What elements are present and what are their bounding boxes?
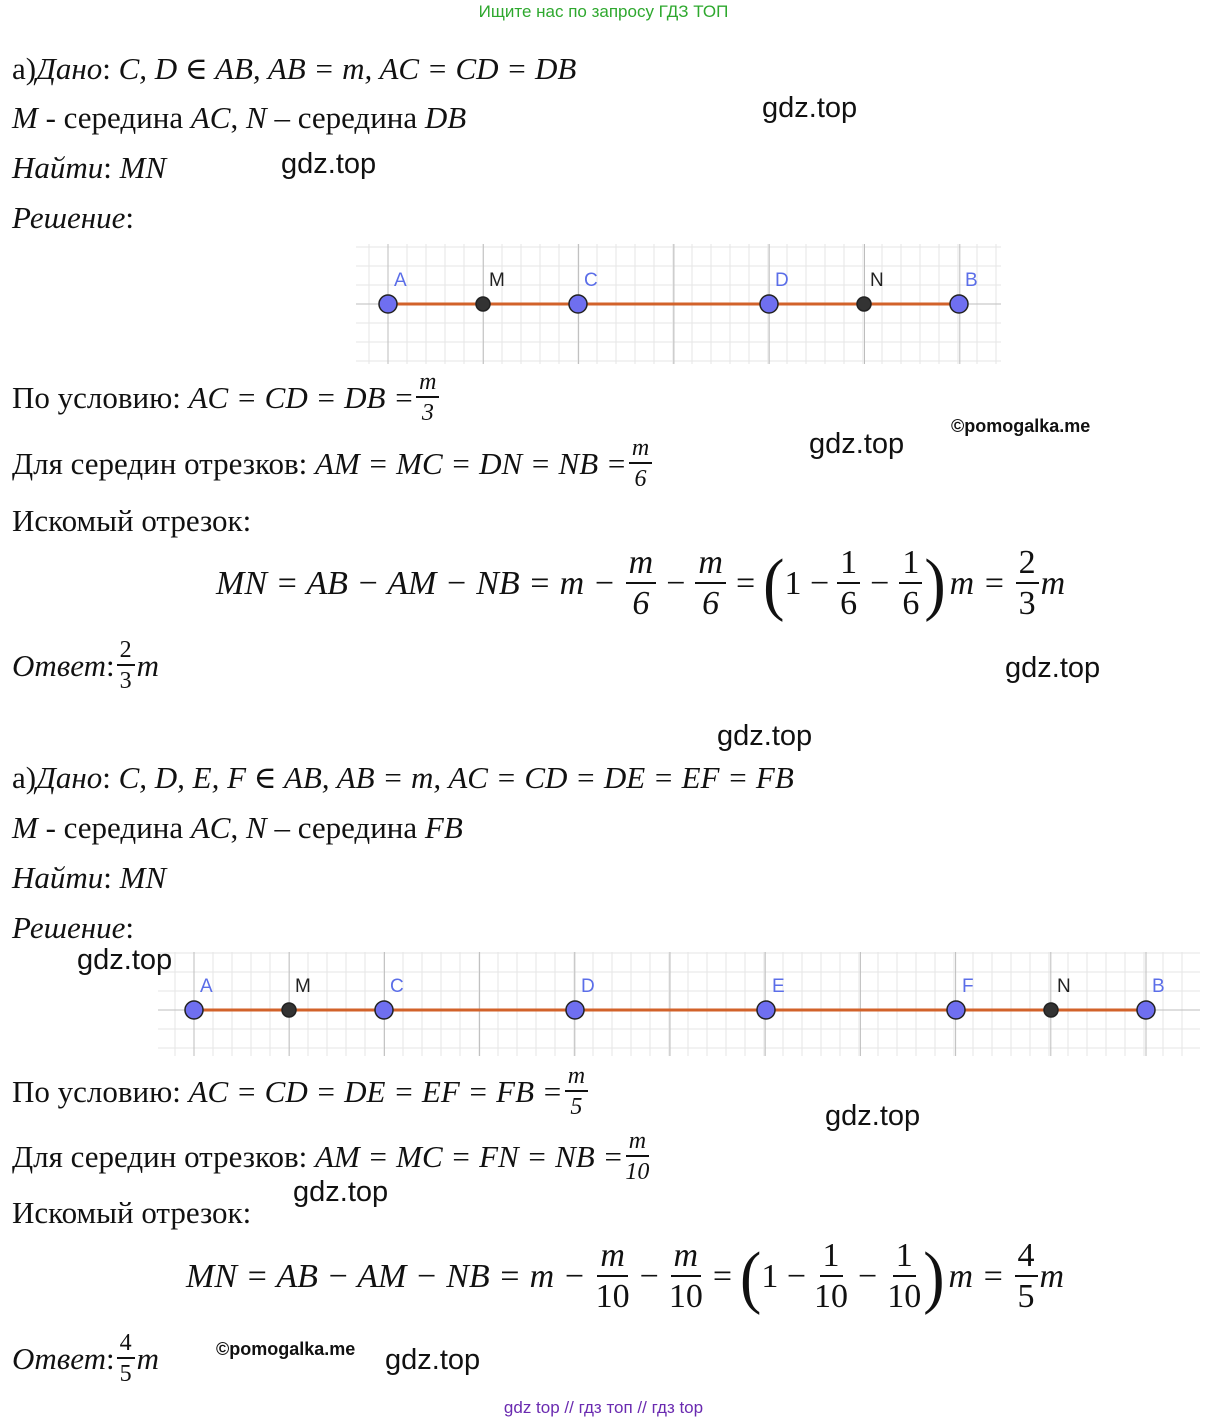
p1-f1-den: 6 (632, 585, 650, 622)
p2-f4-num: 1 (893, 1239, 916, 1277)
p2-midpoints-line (12, 809, 463, 847)
p2-f3 (814, 1239, 848, 1314)
watermark: gdz.top (77, 944, 173, 976)
p1-segment-diagram (356, 244, 1001, 364)
p2-midf-num: m (626, 1129, 649, 1157)
p1-r-num: 2 (1016, 546, 1039, 584)
p1-minus: − (666, 564, 686, 602)
p2-cond-den: 5 (570, 1094, 583, 1120)
p2-mid-comma: , (230, 810, 246, 845)
p2-mid-fraction (625, 1129, 649, 1184)
p2-segment-diagram (158, 952, 1200, 1056)
p2-given-math: C, D, E, F ∈ AB, AB = m, AC = CD = DE = EF = FB (118, 760, 794, 795)
point-label-A: A (200, 976, 213, 997)
watermark: gdz.top (809, 428, 905, 460)
p1-mid-ac: AC (190, 100, 231, 135)
point-label-F: F (962, 976, 974, 997)
p1-one-minus: 1 − (784, 564, 830, 602)
p1-given-line: а)Дано: C, D ∈ AB, AB = m, AC = CD = DB (12, 51, 577, 86)
p1-m-eq: m = (949, 564, 1006, 602)
p1-condition-math: AC = CD = DB = (188, 379, 415, 415)
p1-condition-line (12, 370, 441, 425)
p2-answer-fraction (117, 1331, 135, 1386)
p2-ans-den: 5 (119, 1361, 132, 1387)
p2-result-fraction (1015, 1239, 1038, 1314)
point-N (857, 297, 871, 311)
point-label-M: M (295, 976, 311, 997)
p1-formula-lhs: MN = AB − AM − NB = m − (216, 564, 616, 602)
p1-sought-line (12, 502, 251, 540)
p2-find-line: Найти: MN (12, 860, 167, 895)
p2-paren-open: ( (740, 1236, 762, 1315)
p1-f3-num: 1 (837, 546, 860, 584)
p1-cond-den: 3 (421, 400, 434, 426)
p1-given-label: Дано (36, 51, 103, 86)
p1-f1 (626, 546, 657, 621)
p2-condition-line (12, 1064, 590, 1119)
p2-answer-m: m (136, 1340, 159, 1376)
p1-r-den: 3 (1018, 585, 1036, 622)
p1-mid-text2: – середина (266, 100, 425, 135)
copyright-mark: ©pomogalka.me (951, 416, 1091, 436)
p1-find-line: Найти: MN (12, 150, 167, 185)
p1-mid-seg: DB (424, 100, 467, 135)
p2-sought-text: Искомый отрезок: (12, 1195, 252, 1230)
p2-mid-n: N (246, 810, 267, 845)
watermark: gdz.top (385, 1344, 481, 1376)
watermark: gdz.top (293, 1176, 389, 1208)
p2-mid-seg: FB (424, 810, 463, 845)
top-banner[interactable]: Ищите нас по запросу ГДЗ ТОП (478, 2, 729, 21)
p2-f1-den: 10 (595, 1278, 630, 1315)
point-M (476, 297, 490, 311)
p1-midpoints-line (12, 99, 466, 137)
p1-given-math: C, D ∈ AB, AB = m, AC = CD = DB (118, 51, 577, 86)
p1-find-value: MN (119, 150, 167, 185)
watermark: gdz.top (825, 1100, 921, 1132)
p2-f2 (669, 1239, 703, 1314)
p2-f1 (596, 1239, 630, 1314)
point-label-B: B (965, 270, 978, 291)
p1-midf-den: 6 (634, 466, 647, 492)
p2-r-num: 4 (1015, 1239, 1038, 1277)
p2-r-den: 5 (1017, 1278, 1035, 1315)
p1-mid-label: Для середин отрезков: (12, 445, 315, 481)
p1-f3-den: 6 (840, 585, 858, 622)
p2-mid-label: Для середин отрезков: (12, 1138, 315, 1174)
p2-m-eq: m = (948, 1257, 1005, 1295)
p2-f4-den: 10 (887, 1278, 922, 1315)
p2-f4 (887, 1239, 921, 1314)
p1-answer-label: Ответ (12, 647, 106, 683)
p1-cond-num: m (416, 370, 439, 398)
point-C (569, 295, 587, 313)
p1-condition-fraction (416, 370, 439, 425)
footer-links[interactable]: gdz top // гдз топ // гдз top (503, 1398, 704, 1417)
p1-mid-n: N (246, 100, 267, 135)
p1-condition-text: По условию: (12, 379, 189, 415)
p1-mid-line (12, 436, 654, 491)
p1-f4 (899, 546, 922, 621)
p2-mid-math: AM = MC = FN = NB = (314, 1138, 624, 1174)
p2-given-prefix: а) (12, 760, 37, 795)
p1-ans-den: 3 (119, 668, 132, 694)
p2-mid-ac: AC (190, 810, 231, 845)
point-C (375, 1001, 393, 1019)
p1-midf-num: m (629, 436, 652, 464)
p1-f3 (837, 546, 860, 621)
p2-find-label: Найти (12, 860, 104, 895)
p1-paren-open: ( (763, 543, 785, 622)
point-label-D: D (581, 976, 595, 997)
point-A (379, 295, 397, 313)
p1-answer-m: m (136, 647, 159, 683)
p2-solution-text: Решение (12, 910, 126, 945)
p2-f3-den: 10 (814, 1278, 848, 1315)
point-A (185, 1001, 203, 1019)
p2-given-label: Дано (36, 760, 103, 795)
p1-mid-text1: - середина (37, 100, 191, 135)
point-label-N: N (870, 270, 884, 291)
p1-f2 (695, 546, 726, 621)
point-B (950, 295, 968, 313)
p2-find-value: MN (119, 860, 167, 895)
p1-mid-math: AM = MC = DN = NB = (314, 445, 627, 481)
p1-r-m: m (1040, 564, 1066, 602)
p1-f2-num: m (695, 546, 726, 584)
p2-one-minus: 1 − (761, 1257, 806, 1295)
p1-mid-comma: , (230, 100, 246, 135)
p2-condition-math: AC = CD = DE = EF = FB = (188, 1073, 563, 1109)
p1-answer-fraction (117, 638, 135, 693)
watermark: gdz.top (1005, 652, 1101, 684)
point-label-C: C (390, 976, 404, 997)
p2-mid-m: M (12, 810, 38, 845)
point-label-N: N (1057, 976, 1071, 997)
p2-condition-text: По условию: (12, 1073, 189, 1109)
p1-answer-line: Ответ : $\frac{2}{3}$ m (12, 637, 159, 694)
point-B (1137, 1001, 1155, 1019)
p2-cond-num: m (565, 1064, 588, 1092)
p1-given-prefix: а) (12, 51, 37, 86)
p1-minus2: − (870, 564, 890, 602)
p2-f2-num: m (671, 1239, 702, 1277)
p2-sought-line (12, 1194, 251, 1232)
p1-solution-text: Решение (12, 200, 126, 235)
point-N (1044, 1003, 1058, 1017)
p1-eq: = (735, 564, 756, 602)
point-label-C: C (584, 270, 598, 291)
point-label-E: E (772, 976, 785, 997)
p1-ans-num: 2 (117, 638, 135, 666)
point-F (947, 1001, 965, 1019)
watermark: gdz.top (281, 148, 377, 180)
p1-f4-den: 6 (902, 585, 920, 622)
point-label-A: A (394, 270, 407, 291)
p1-sought-text: Искомый отрезок: (12, 503, 252, 538)
p1-f2-den: 6 (702, 585, 720, 622)
p1-f4-num: 1 (899, 546, 922, 584)
point-D (566, 1001, 584, 1019)
point-label-B: B (1152, 976, 1165, 997)
watermark: gdz.top (717, 720, 813, 752)
p2-f3-num: 1 (820, 1239, 843, 1277)
p2-eq: = (712, 1257, 732, 1295)
p1-mid-m: M (12, 100, 38, 135)
p2-midf-den: 10 (625, 1159, 650, 1185)
p2-ans-num: 4 (117, 1331, 135, 1359)
p1-paren-close: ) (924, 543, 946, 622)
point-E (757, 1001, 775, 1019)
p2-mid-text2: – середина (266, 810, 425, 845)
point-label-M: M (489, 270, 505, 291)
p2-paren-close: ) (923, 1236, 945, 1315)
p2-formula-lhs: MN = AB − AM − NB = m − (186, 1257, 586, 1295)
p2-condition-fraction (565, 1064, 588, 1119)
p2-answer-line: Ответ : $\frac{4}{5}$ m (12, 1330, 159, 1387)
p2-solution-label: Решение: (12, 910, 134, 945)
watermark: gdz.top (762, 92, 858, 124)
point-D (760, 295, 778, 313)
p1-find-label: Найти (12, 150, 104, 185)
p2-formula (186, 1236, 1065, 1315)
p1-f1-num: m (626, 546, 657, 584)
p1-solution-label: Решение: (12, 200, 134, 235)
p2-minus: − (639, 1257, 659, 1295)
p2-f1-num: m (597, 1239, 628, 1277)
p2-mid-text1: - середина (37, 810, 191, 845)
p2-minus2: − (858, 1257, 878, 1295)
p1-result-fraction (1016, 546, 1039, 621)
copyright-mark: ©pomogalka.me (216, 1339, 356, 1359)
point-M (282, 1003, 296, 1017)
p2-r-m: m (1039, 1257, 1065, 1295)
p2-given-line: а)Дано: C, D, E, F ∈ AB, AB = m, AC = CD = DE = EF = FB (12, 760, 794, 795)
p1-formula (216, 543, 1066, 622)
p2-f2-den: 10 (668, 1278, 703, 1315)
p1-mid-fraction (629, 436, 652, 491)
p2-answer-label: Ответ (12, 1340, 106, 1376)
point-label-D: D (775, 270, 789, 291)
